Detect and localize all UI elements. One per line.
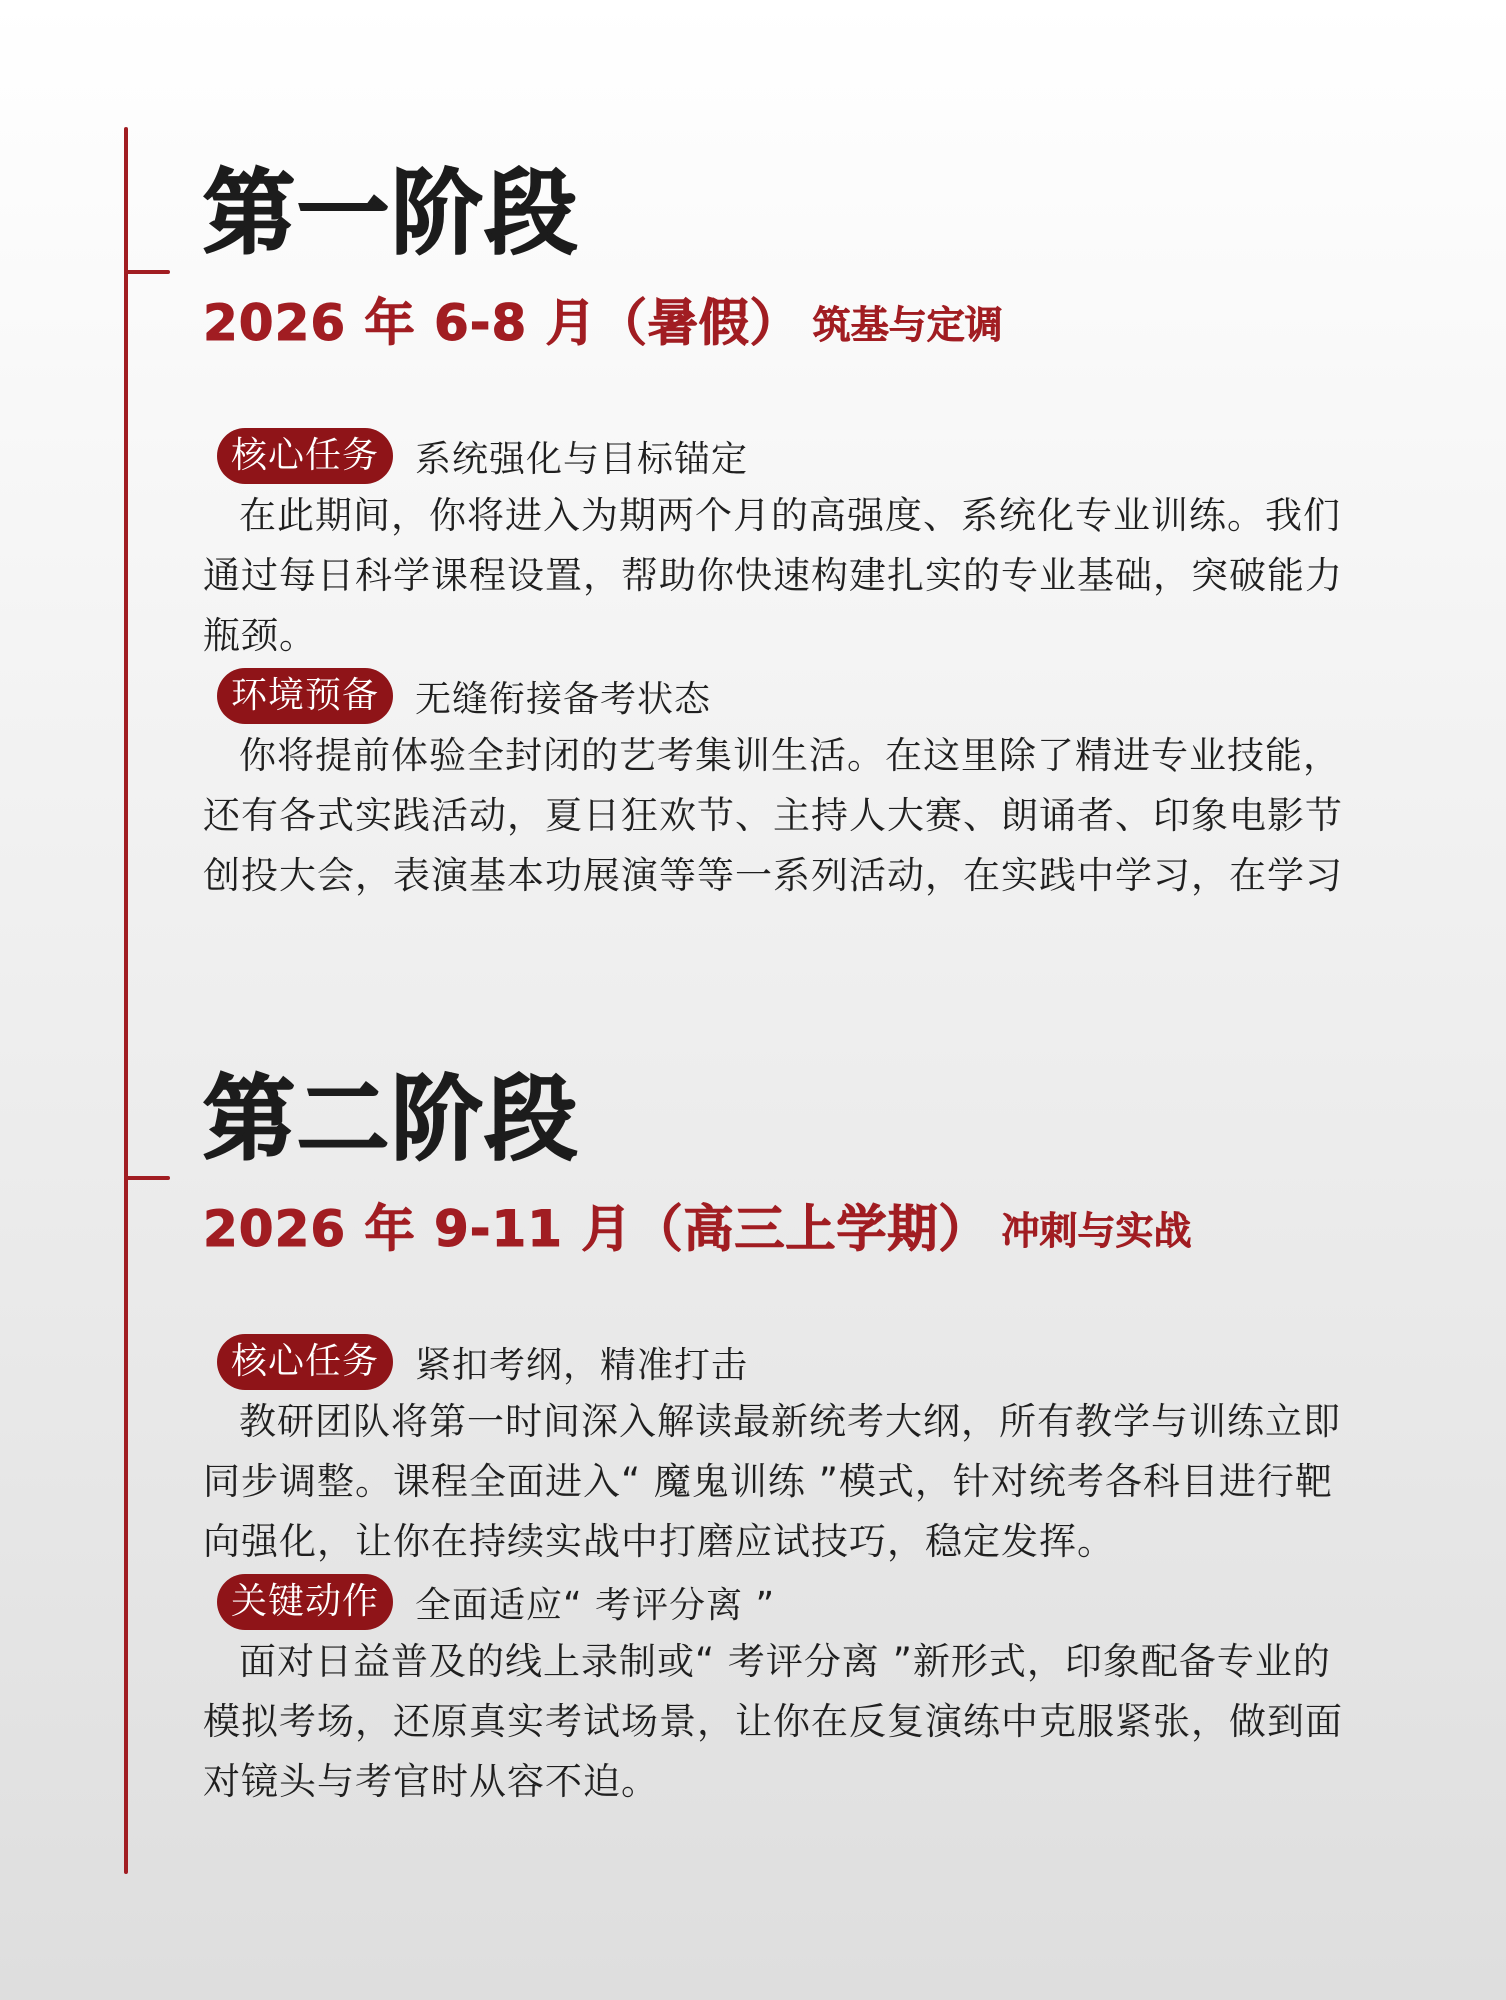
task-description: [203, 1632, 1403, 1812]
stage-theme: 冲刺与实战: [1001, 1208, 1192, 1253]
block-core-task: [203, 1332, 1403, 1572]
description-line: 创投大会，表演基本功展演等等一系列活动，在实践中学习，在学习: [203, 854, 1343, 897]
task-label: 系统强化与目标锚定: [415, 438, 749, 480]
task-label: 全面适应“ 考评分离 ”: [415, 1584, 776, 1626]
block-environment-prep: [203, 666, 1403, 906]
stage-subtitle: [203, 1188, 1403, 1262]
stage-blocks: [203, 1332, 1403, 1812]
description-line: 你将提前体验全封闭的艺考集训生活。在这里除了精进专业技能，: [239, 734, 1341, 777]
task-row: [217, 426, 1403, 486]
description-line: 通过每日科学课程设置，帮助你快速构建扎实的专业基础，突破能力: [203, 554, 1343, 597]
task-description: [203, 726, 1403, 906]
task-description: [203, 1392, 1403, 1572]
stage-period: 2026 年 6-8 月（暑假）: [203, 294, 801, 352]
stage-2: [203, 1066, 1403, 1812]
description-line: 同步调整。课程全面进入“ 魔鬼训练 ”模式，针对统考各科目进行靶: [203, 1460, 1333, 1503]
block-core-task: [203, 426, 1403, 666]
task-badge: 核心任务: [217, 428, 393, 484]
task-description: [203, 486, 1403, 666]
block-key-action: [203, 1572, 1403, 1812]
task-badge: 关键动作: [217, 1574, 393, 1630]
task-badge: 核心任务: [217, 1334, 393, 1390]
timeline-tick-stage-2: [124, 1176, 170, 1180]
timeline-line: [124, 127, 128, 1874]
stage-1: [203, 160, 1403, 906]
description-line: 教研团队将第一时间深入解读最新统考大纲，所有教学与训练立即: [239, 1400, 1341, 1443]
task-row: [217, 666, 1403, 726]
task-row: [217, 1332, 1403, 1392]
stage-title: 第二阶段: [203, 1066, 580, 1173]
task-badge: 环境预备: [217, 668, 393, 724]
description-line: 对镜头与考官时从容不迫。: [203, 1760, 659, 1803]
timeline-tick-stage-1: [124, 270, 170, 274]
stage-blocks: [203, 426, 1403, 906]
stage-period: 2026 年 9-11 月（高三上学期）: [203, 1200, 990, 1258]
task-row: [217, 1572, 1403, 1632]
task-label: 无缝衔接备考状态: [415, 678, 712, 720]
description-line: 还有各式实践活动，夏日狂欢节、主持人大赛、朗诵者、印象电影节: [203, 794, 1343, 837]
description-line: 面对日益普及的线上录制或“ 考评分离 ”新形式，印象配备专业的: [239, 1640, 1331, 1683]
stage-subtitle: [203, 282, 1403, 356]
stage-title: 第一阶段: [203, 160, 580, 267]
description-line: 模拟考场，还原真实考试场景，让你在反复演练中克服紧张，做到面: [203, 1700, 1343, 1743]
description-line: 向强化，让你在持续实战中打磨应试技巧，稳定发挥。: [203, 1520, 1115, 1563]
task-label: 紧扣考纲，精准打击: [415, 1344, 749, 1386]
description-line: 在此期间，你将进入为期两个月的高强度、系统化专业训练。我们: [239, 494, 1341, 537]
description-line: 瓶颈。: [203, 614, 317, 657]
stage-theme: 筑基与定调: [812, 302, 1003, 347]
